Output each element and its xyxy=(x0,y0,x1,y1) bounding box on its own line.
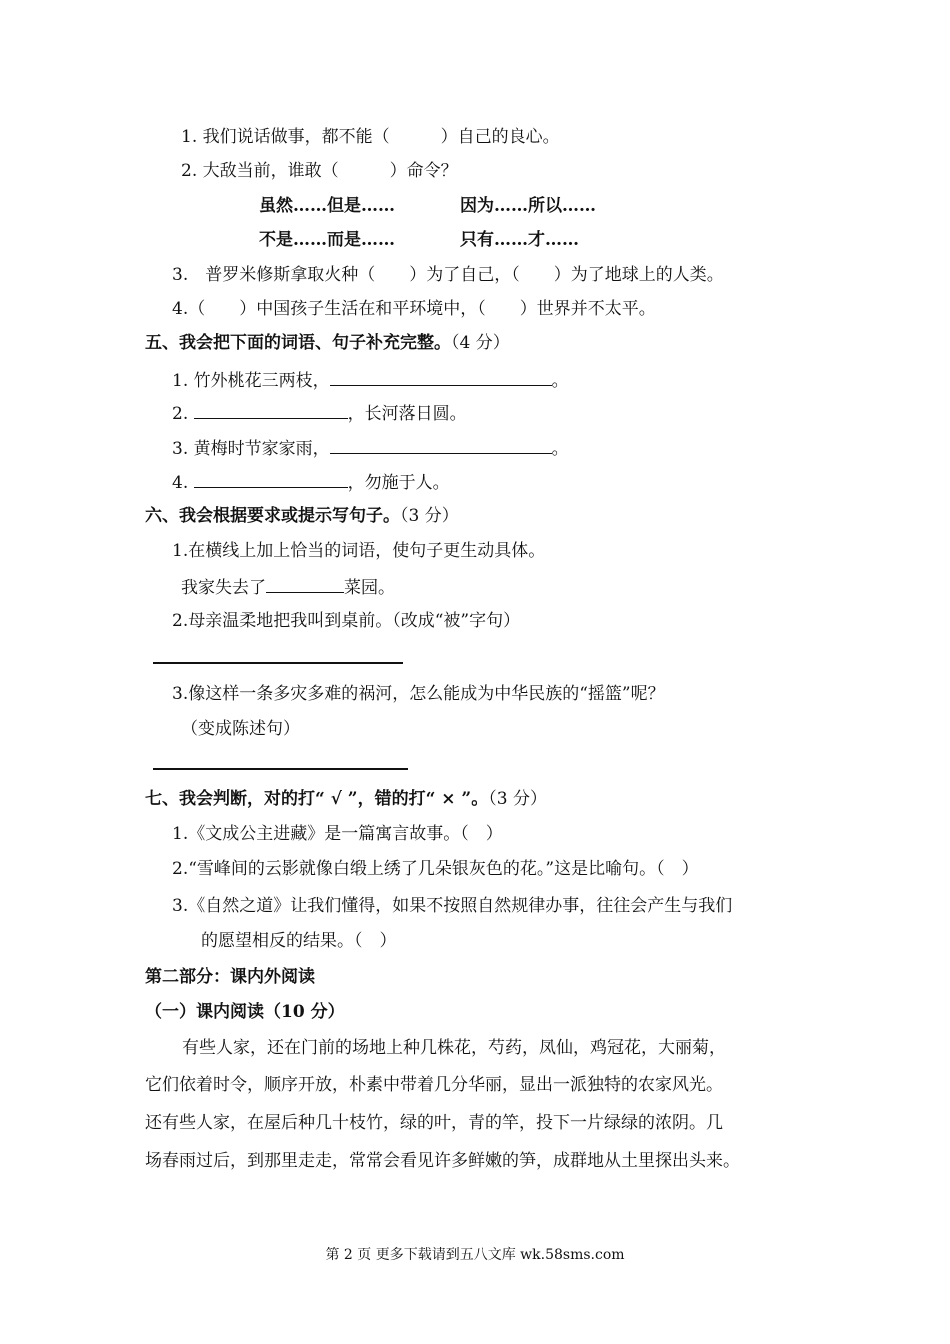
word-option: 只有……才…… xyxy=(460,230,579,250)
part-heading: 第二部分：课内外阅读 xyxy=(145,967,315,987)
question-line: 3.《自然之道》让我们懂得，如果不按照自然规律办事，往往会产生与我们 xyxy=(172,896,733,916)
question-line xyxy=(172,435,569,461)
question-hint: （变成陈述句） xyxy=(181,719,300,739)
answer-blank[interactable] xyxy=(330,367,552,386)
answer-blank[interactable] xyxy=(330,435,552,454)
paragraph-line: 它们依着时令，顺序开放，朴素中带着几分华丽，显出一派独特的农家风光。 xyxy=(145,1075,723,1095)
section-score: （4 分） xyxy=(451,333,510,353)
question-text: 4. xyxy=(172,473,194,493)
answer-blank[interactable] xyxy=(194,469,348,488)
word-option: 因为……所以…… xyxy=(460,196,596,216)
section-title: 七、我会判断，对的打“ √ ”，错的打“ × ”。 xyxy=(145,789,489,809)
paragraph-line: 场春雨过后，到那里走走，常常会看见许多鲜嫩的笋，成群地从土里探出头来。 xyxy=(145,1151,740,1171)
question-line xyxy=(172,469,450,495)
question-text: 1. 竹外桃花三两枝， xyxy=(172,371,330,391)
section-heading xyxy=(145,787,547,811)
section-title: 六、我会根据要求或提示写句子。 xyxy=(145,506,400,526)
question-line xyxy=(172,367,569,393)
question-text: ，勿施于人。 xyxy=(347,473,450,493)
section-title: 五、我会把下面的词语、句子补充完整。 xyxy=(145,333,451,353)
question-text: 2. xyxy=(172,404,194,424)
question-line: 1.在横线上加上恰当的词语，使句子更生动具体。 xyxy=(172,541,546,561)
question-text: 3. 黄梅时节家家雨， xyxy=(172,439,330,459)
question-line xyxy=(172,400,467,426)
question-text: ，长河落日圆。 xyxy=(347,404,467,424)
paragraph-line: 有些人家，还在门前的场地上种几株花，芍药，凤仙，鸡冠花，大丽菊， xyxy=(182,1038,726,1058)
question-line: 4.（ ）中国孩子生活在和平环境中，（ ）世界并不太平。 xyxy=(172,299,656,319)
subsection-heading: （一）课内阅读（10 分） xyxy=(145,1002,345,1022)
question-text: 菜园。 xyxy=(344,578,395,598)
answer-blank[interactable] xyxy=(194,400,348,419)
question-line: 2.母亲温柔地把我叫到桌前。（改成“被”字句） xyxy=(172,611,521,631)
section-heading xyxy=(145,504,459,528)
question-line: 2.“雪峰间的云影就像白缎上绣了几朵银灰色的花。”这是比喻句。（ ） xyxy=(172,859,699,879)
question-line: 1. 我们说话做事，都不能（ ）自己的良心。 xyxy=(181,127,560,147)
section-score: （3 分） xyxy=(400,506,459,526)
question-line: 的愿望相反的结果。（ ） xyxy=(201,931,397,951)
section-heading xyxy=(145,331,510,355)
answer-blank[interactable] xyxy=(266,574,344,593)
question-line: 2. 大敌当前，谁敢（ ）命令？ xyxy=(181,161,458,181)
question-line xyxy=(181,574,395,600)
question-line: 3.像这样一条多灾多难的祸河，怎么能成为中华民族的“摇篮”呢？ xyxy=(172,684,665,704)
question-line: 1.《文成公主进藏》是一篇寓言故事。（ ） xyxy=(172,824,503,844)
answer-line[interactable] xyxy=(153,662,403,664)
answer-line[interactable] xyxy=(153,768,408,770)
question-text: 。 xyxy=(551,371,569,391)
word-option: 虽然……但是…… xyxy=(259,196,395,216)
question-line: 3. 普罗米修斯拿取火种（ ）为了自己，（ ）为了地球上的人类。 xyxy=(172,265,724,285)
word-option: 不是……而是…… xyxy=(259,230,395,250)
paragraph-line: 还有些人家，在屋后种几十枝竹，绿的叶，青的竿，投下一片绿绿的浓阴。几 xyxy=(145,1113,723,1133)
question-text: 我家失去了 xyxy=(181,578,266,598)
page-footer: 第 2 页 更多下载请到五八文库 wk.58sms.com xyxy=(325,1247,625,1263)
section-score: （3 分） xyxy=(488,789,547,809)
question-text: 。 xyxy=(551,439,569,459)
